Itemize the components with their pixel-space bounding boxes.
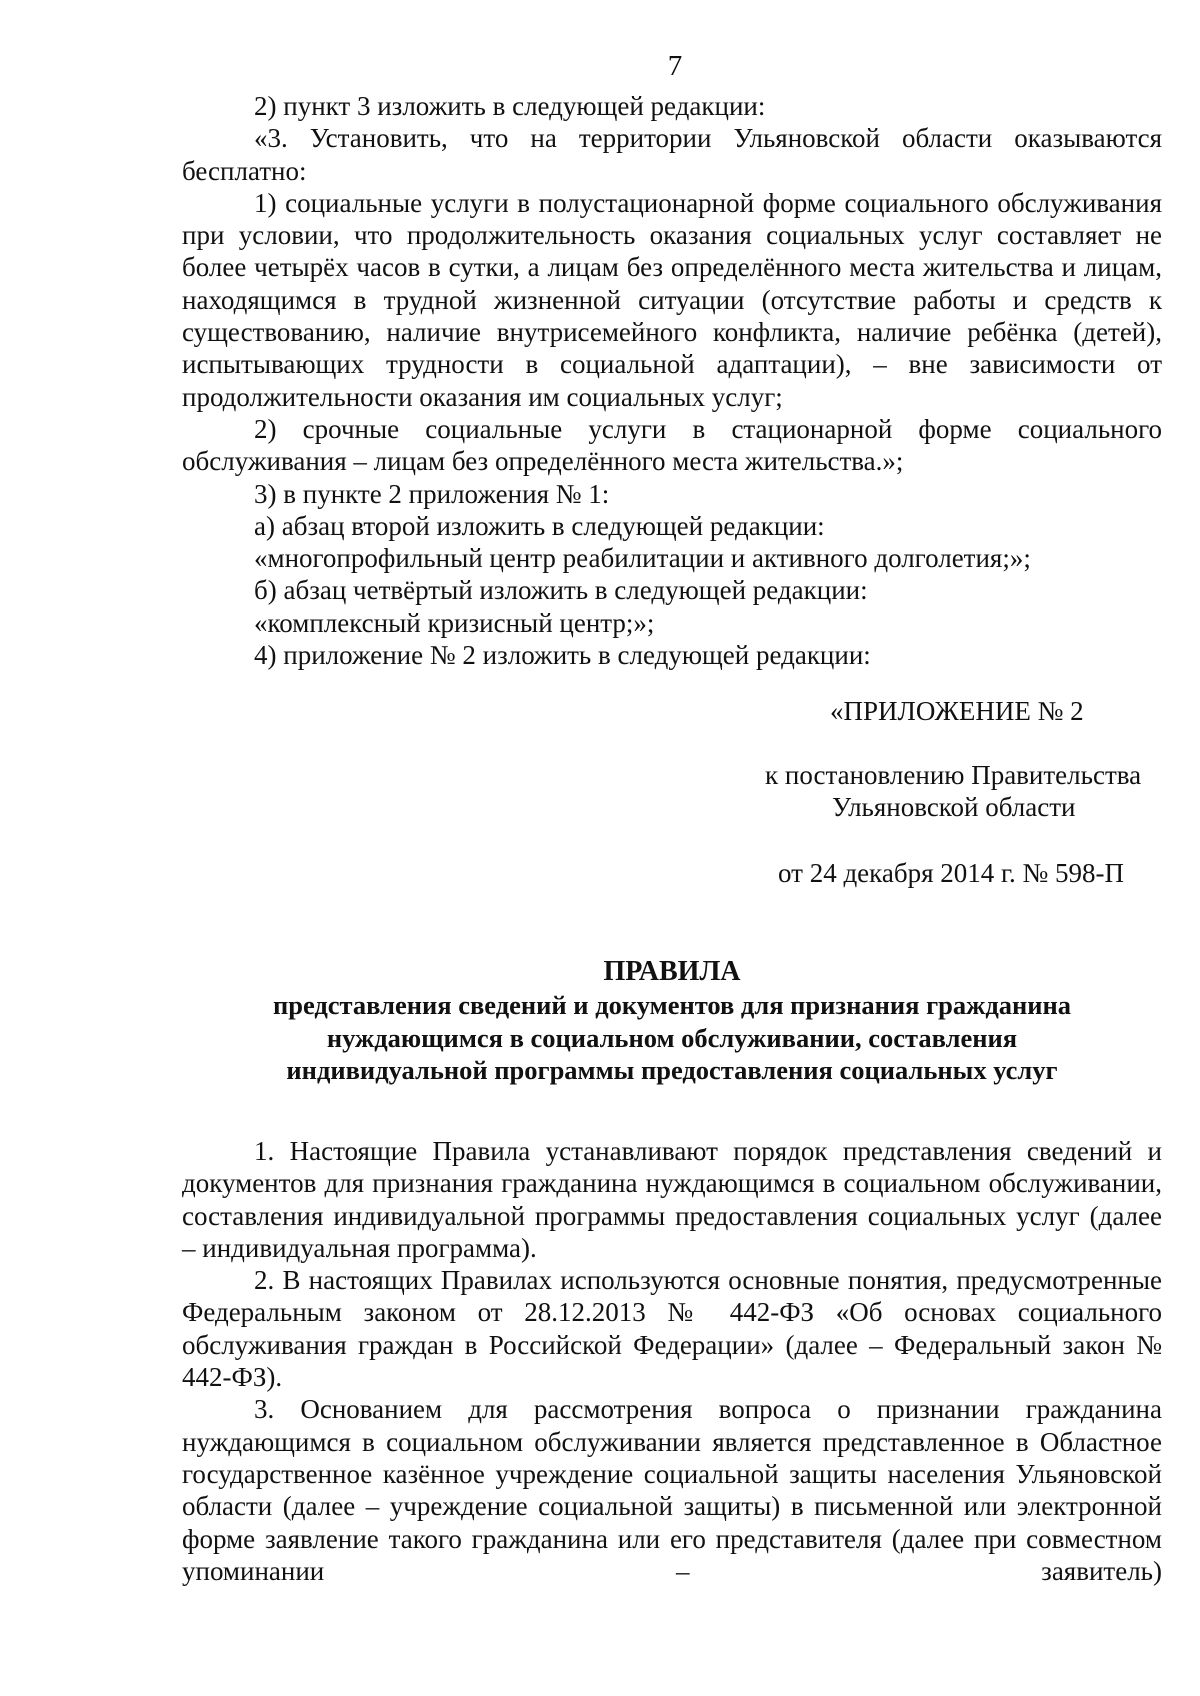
paragraph: 3. Основанием для рассмотрения вопроса о признании гражданина нуждающимся в социальном обслуживании является представленное в Областное государственное казённое учреждение социальной защиты населения Ульяновской области (далее – учреждение социальной защиты) в письменной или электронной форме заявление такого гражданина или его представителя (далее при совместном упоминании – заявитель) (182, 1394, 1162, 1586)
paragraph: 1. Настоящие Правила устанавливают порядок представления сведений и документов для признания гражданина нуждающимся в социальном обслуживании, составления индивидуальной программы предоставления социальных услуг (далее – индивидуальная программа). (182, 1136, 1162, 1263)
appendix-date-line: от 24 декабря 2014 г. № 598-П (778, 858, 1125, 888)
paragraph: а) абзац второй изложить в следующей редакции: (254, 510, 825, 541)
appendix-to-line: к постановлению Правительства (765, 760, 1142, 790)
title-line: представления сведений и документов для признания гражданина (272, 990, 1072, 1020)
paragraph: 2) срочные социальные услуги в стационарной форме социального обслуживания – лицам без определённого места жительства.»; (182, 413, 1162, 477)
title-line: нуждающимся в социальном обслуживании, составления (326, 1022, 1018, 1053)
paragraph: б) абзац четвёртый изложить в следующей редакции: (254, 575, 868, 606)
paragraph: 3) в пункте 2 приложения № 1: (254, 478, 610, 509)
paragraph: 2. В настоящих Правилах используются основные понятия, предусмотренные Федеральным законом от 28.12.2013 № 442-ФЗ «Об основах социального обслуживания граждан в Российской Федерации» (далее – Федеральный закон № 442-ФЗ). (182, 1265, 1162, 1393)
rules-body (182, 1135, 1162, 1587)
paragraph: 4) приложение № 2 изложить в следующей редакции: (254, 640, 871, 671)
appendix-label: «ПРИЛОЖЕНИЕ № 2 (830, 696, 1084, 726)
paragraph: 1) социальные услуги в полустационарной форме социального обслуживания при условии, что продолжительность оказания социальных услуг составляет не более четырёх часов в сутки, а лицам без определённого места жительства и лицам, находящимся в трудной жизненной ситуации (отсутствие работы и средств к существованию, наличие внутрисемейного конфликта, наличие ребёнка (детей), испытывающих трудности в социальной адаптации), – вне зависимости от продолжительности оказания им социальных услуг; (182, 187, 1162, 412)
rules-title (182, 955, 1162, 1087)
page-number: 7 (667, 50, 683, 82)
appendix-region-line: Ульяновской области (832, 792, 1076, 822)
amendments-section (182, 90, 1162, 671)
title-main: ПРАВИЛА (603, 956, 741, 987)
paragraph: «комплексный кризисный центр;»; (254, 607, 655, 638)
paragraph: «многопрофильный центр реабилитации и активного долголетия;»; (254, 543, 1031, 574)
paragraph: «3. Установить, что на территории Ульяновской области оказываются бесплатно: (182, 123, 1162, 186)
title-line: индивидуальной программы предоставления социальных услуг (286, 1055, 1058, 1085)
paragraph: 2) пункт 3 изложить в следующей редакции: (254, 91, 766, 121)
